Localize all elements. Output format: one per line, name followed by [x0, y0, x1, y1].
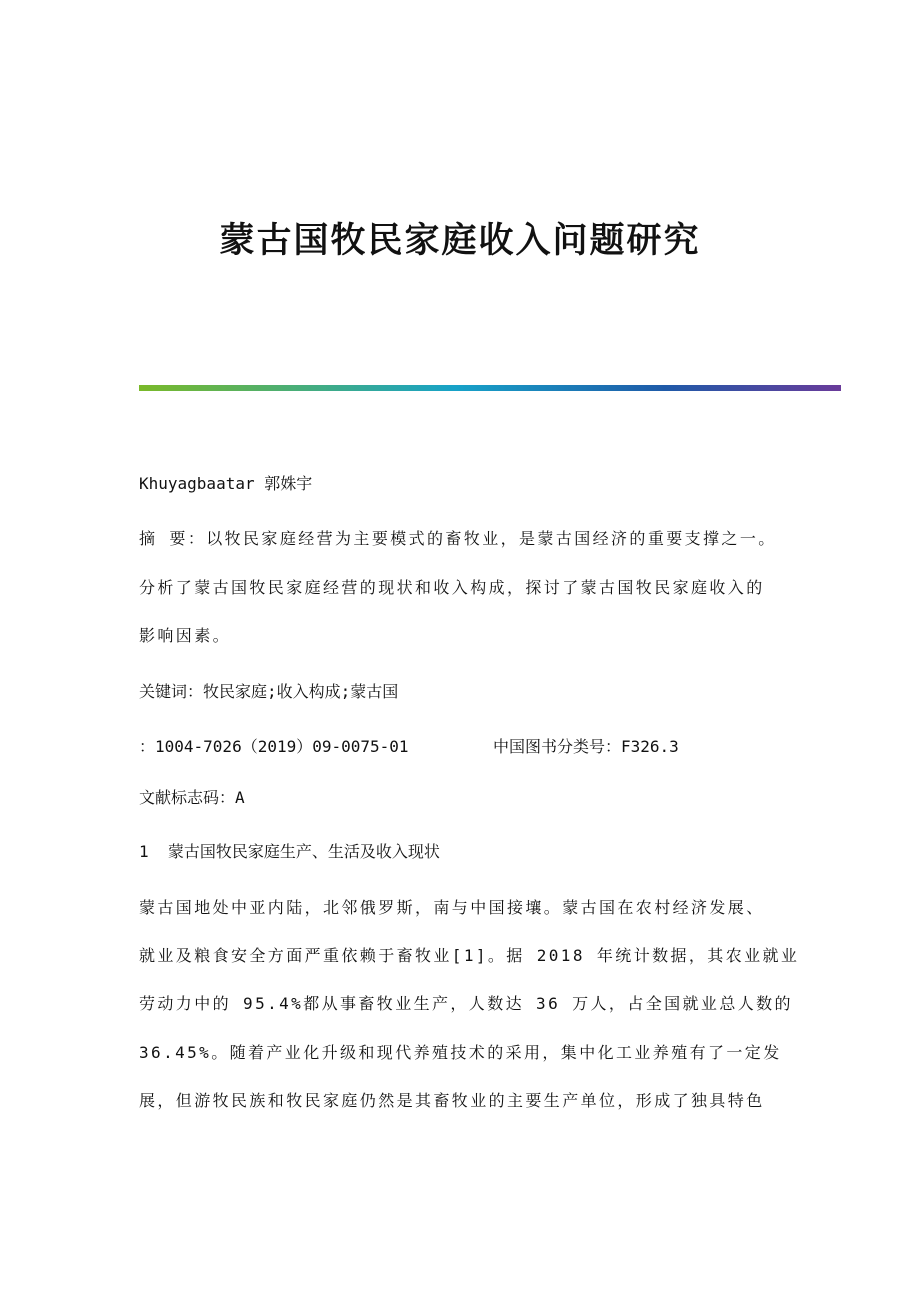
article-id: ：1004-7026（2019）09-0075-01 — [139, 737, 409, 756]
document-title: 蒙古国牧民家庭收入问题研究 — [219, 220, 701, 261]
body-line: 就业及粮食安全方面严重依赖于畜牧业[1]。据 2018 年统计数据，其农业就业 — [139, 946, 800, 965]
section-heading: 1 蒙古国牧民家庭生产、生活及收入现状 — [139, 842, 440, 861]
abstract-line: 影响因素。 — [139, 626, 232, 645]
classification-number: 中国图书分类号：F326.3 — [493, 737, 679, 756]
document-code: 文献标志码：A — [139, 788, 245, 807]
gradient-divider — [139, 385, 841, 391]
body-line: 蒙古国地处中亚内陆，北邻俄罗斯，南与中国接壤。蒙古国在农村经济发展、 — [139, 898, 765, 917]
author-line: Khuyagbaatar 郭姝宇 — [139, 474, 313, 493]
abstract-line: 分析了蒙古国牧民家庭经营的现状和收入构成，探讨了蒙古国牧民家庭收入的 — [139, 578, 765, 597]
body-line: 36.45%。随着产业化升级和现代养殖技术的采用，集中化工业养殖有了一定发 — [139, 1043, 782, 1062]
body-line: 展，但游牧民族和牧民家庭仍然是其畜牧业的主要生产单位，形成了独具特色 — [139, 1091, 765, 1110]
abstract-line: 摘 要：以牧民家庭经营为主要模式的畜牧业，是蒙古国经济的重要支撑之一。 — [139, 529, 777, 548]
body-line: 劳动力中的 95.4%都从事畜牧业生产，人数达 36 万人，占全国就业总人数的 — [139, 994, 793, 1013]
keywords-line: 关键词：牧民家庭;收入构成;蒙古国 — [139, 682, 399, 701]
